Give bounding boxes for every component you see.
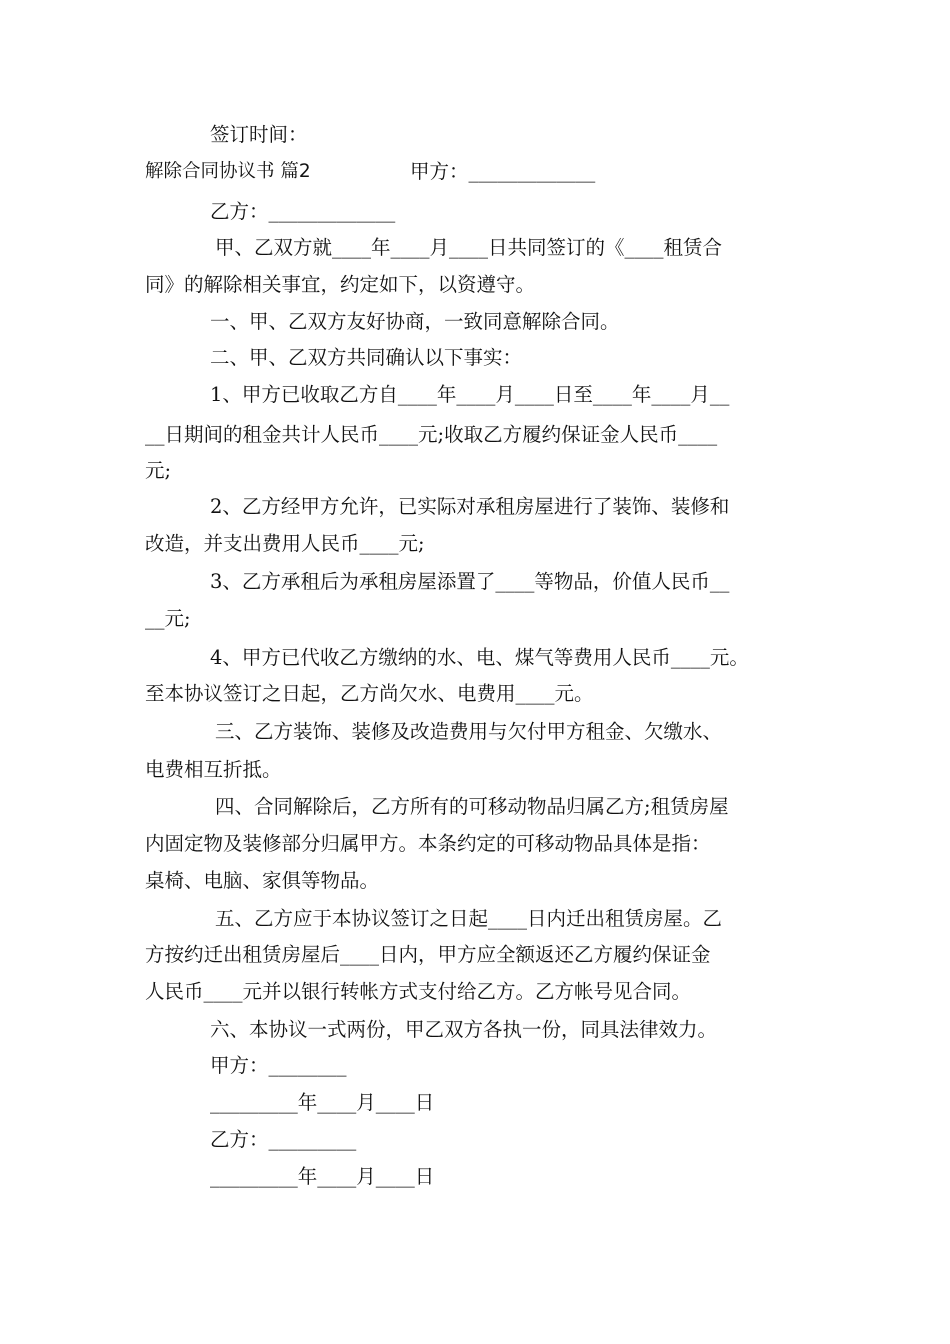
item-1-line-3: 元; bbox=[145, 459, 172, 482]
intro-line-2: 同》的解除相关事宜，约定如下，以资遵守。 bbox=[145, 273, 536, 296]
item-1-line-1: 1、甲方已收取乙方自____年____月____日至____年____月__ bbox=[210, 383, 730, 406]
article-3-line-2: 电费相互折抵。 bbox=[145, 758, 282, 781]
party-b-date: _________年____月____日 bbox=[210, 1165, 435, 1188]
article-2: 二、甲、乙双方共同确认以下事实： bbox=[210, 346, 523, 369]
article-3-line-1: 三、乙方装饰、装修及改造费用与欠付甲方租金、欠缴水、 bbox=[215, 720, 723, 743]
signing-time-line: 签订时间： bbox=[210, 123, 308, 146]
item-4-line-2: 至本协议签订之日起，乙方尚欠水、电费用____元。 bbox=[145, 682, 594, 705]
article-5-line-1: 五、乙方应于本协议签订之日起____日内迁出租赁房屋。乙 bbox=[215, 907, 723, 930]
party-b-signature: 乙方：_________ bbox=[210, 1128, 357, 1151]
article-5-line-3: 人民币____元并以银行转帐方式支付给乙方。乙方帐号见合同。 bbox=[145, 980, 692, 1003]
item-2-line-1: 2、乙方经甲方允许，已实际对承租房屋进行了装饰、装修和 bbox=[210, 495, 730, 518]
article-5-line-2: 方按约迁出租赁房屋后____日内，甲方应全额返还乙方履约保证金 bbox=[145, 943, 711, 966]
article-6: 六、本协议一式两份，甲乙双方各执一份，同具法律效力。 bbox=[210, 1018, 718, 1041]
item-1-line-2: __日期间的租金共计人民币____元;收取乙方履约保证金人民币____ bbox=[145, 423, 718, 446]
item-4-line-1: 4、甲方已代收乙方缴纳的水、电、煤气等费用人民币____元。 bbox=[210, 646, 749, 669]
item-3-line-2: __元; bbox=[145, 607, 191, 630]
item-3-line-1: 3、乙方承租后为承租房屋添置了____等物品，价值人民币__ bbox=[210, 570, 730, 593]
party-a-signature: 甲方：________ bbox=[210, 1054, 347, 1077]
article-4-line-2: 内固定物及装修部分归属甲方。本条约定的可移动物品具体是指： bbox=[145, 832, 711, 855]
party-a-header: 甲方：_____________ bbox=[410, 160, 596, 183]
document-title: 解除合同协议书 篇2 bbox=[145, 161, 311, 182]
article-1: 一、甲、乙双方友好协商，一致同意解除合同。 bbox=[210, 310, 620, 333]
article-4-line-1: 四、合同解除后，乙方所有的可移动物品归属乙方;租赁房屋 bbox=[215, 795, 729, 818]
item-2-line-2: 改造，并支出费用人民币____元; bbox=[145, 532, 425, 555]
party-a-date: _________年____月____日 bbox=[210, 1091, 435, 1114]
intro-line-1: 甲、乙双方就____年____月____日共同签订的《____租赁合 bbox=[215, 236, 723, 259]
article-4-line-3: 桌椅、电脑、家俱等物品。 bbox=[145, 869, 380, 892]
party-b-header: 乙方：_____________ bbox=[210, 200, 396, 223]
